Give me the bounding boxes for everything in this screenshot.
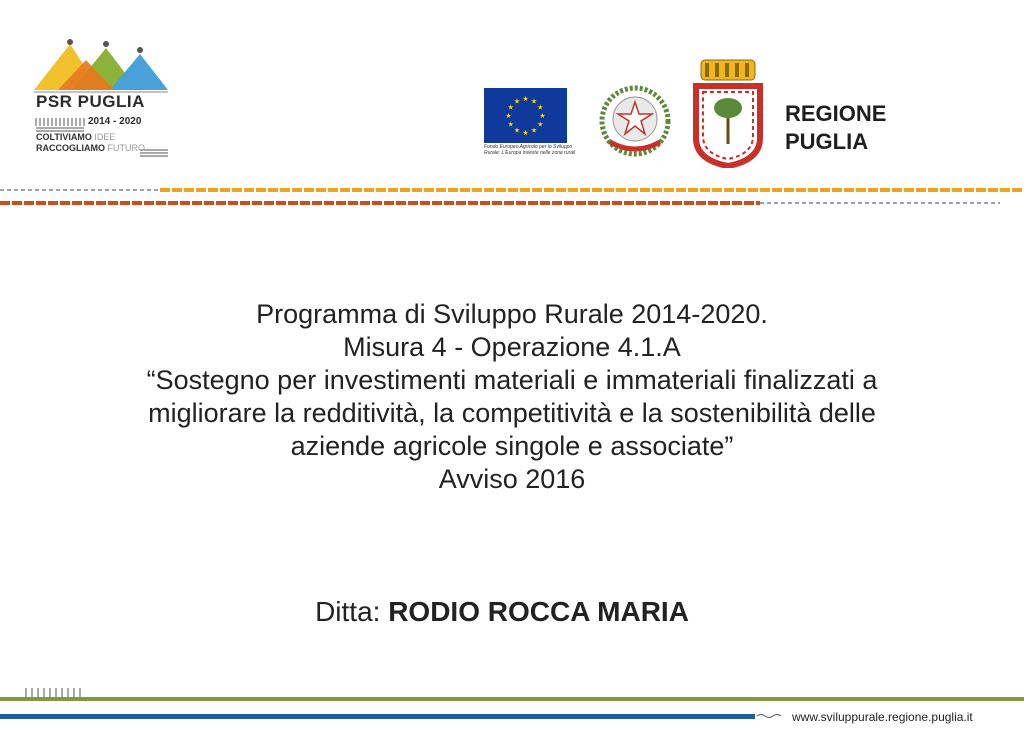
company-label: Ditta: [315, 596, 381, 627]
eu-star-icon: ★ [522, 129, 529, 137]
eu-star-icon: ★ [513, 97, 521, 106]
website-link[interactable]: www.sviluppurale.regione.puglia.it [792, 710, 973, 724]
eu-star-icon: ★ [530, 97, 538, 106]
psr-logo-title: PSR PUGLIA [36, 92, 145, 111]
eu-star-icon: ★ [530, 126, 538, 135]
main-text-block [40, 298, 984, 496]
company-name: RODIO ROCCA MARIA [388, 596, 689, 627]
regione-puglia-name: REGIONE PUGLIA [785, 101, 887, 154]
company-line [0, 596, 1004, 628]
description-line-2: migliorare la redditività, la competitività e la sostenibilità delle [148, 398, 876, 428]
psr-logo-slogan-1: COLTIVIAMO IDEE [36, 132, 116, 142]
description-line-3: aziende agricole singole e associate” [290, 431, 734, 461]
description-line-1: “Sostegno per investimenti materiali e immateriali finalizzati a [146, 365, 878, 395]
psr-logo-years: 2014 - 2020 [88, 116, 142, 127]
header-separator [0, 185, 1024, 207]
eu-star-icon: ★ [539, 112, 546, 120]
eu-star-icon: ★ [537, 103, 544, 112]
measure-line: Misura 4 - Operazione 4.1.A [343, 332, 681, 362]
eu-star-icon: ★ [507, 120, 514, 129]
eu-flag-icon [484, 88, 567, 143]
eu-star-icon: ★ [513, 126, 521, 135]
notice-year: Avviso 2016 [438, 464, 586, 494]
eu-star-icon: ★ [505, 112, 512, 120]
eu-star-icon: ★ [507, 103, 514, 112]
eu-fund-caption: Fondo Europeo Agricolo per lo Sviluppo Rurale: L'Europa investe nelle zone rurali [484, 144, 576, 156]
program-title: Programma di Sviluppo Rurale 2014-2020. [256, 299, 768, 329]
italian-republic-emblem-icon [598, 84, 672, 158]
eu-star-icon: ★ [522, 95, 529, 103]
eu-star-icon: ★ [537, 120, 544, 129]
regione-puglia-coat-of-arms-icon [693, 58, 763, 168]
psr-logo-slogan-2: RACCOGLIAMO FUTURO [36, 143, 146, 153]
